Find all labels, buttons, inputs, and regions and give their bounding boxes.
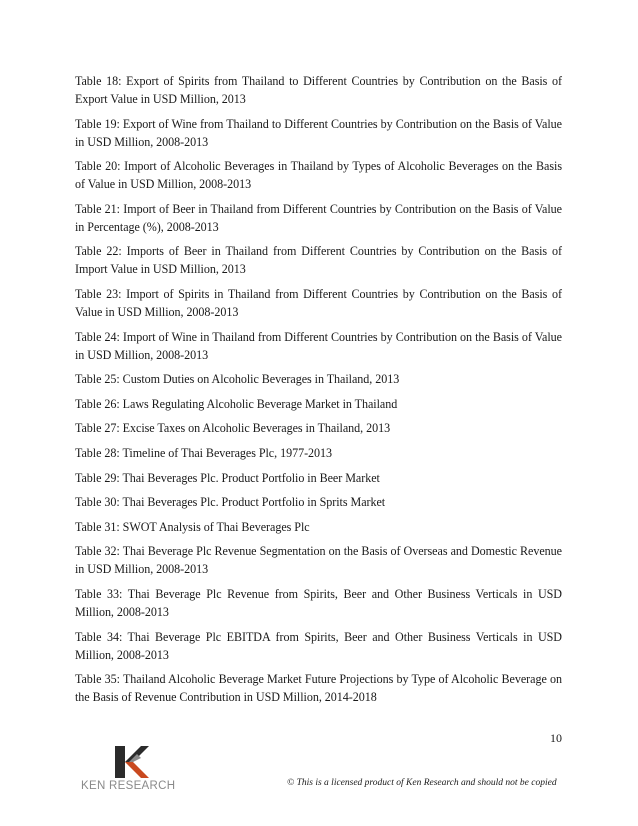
table-entry-23: Table 23: Import of Spirits in Thailand from Different Countries by Contribution on the Basis of Value in USD Million, 2008-2013	[75, 286, 562, 319]
copyright-notice: © This is a licensed product of Ken Research and should not be copied	[287, 778, 557, 788]
table-entry-20: Table 20: Import of Alcoholic Beverages in Thailand by Types of Alcoholic Beverages on the Basis of Value in USD Million, 2008-2013	[75, 159, 562, 192]
table-entry-35: Table 35: Thailand Alcoholic Beverage Market Future Projections by Type of Alcoholic Beverage on the Basis of Revenue Contribution in USD Million, 2014-2018	[75, 672, 562, 705]
list-of-tables	[75, 72, 562, 713]
table-entry-29: Table 29: Thai Beverages Plc. Product Portfolio in Beer Market	[75, 470, 380, 485]
table-entry-31: Table 31: SWOT Analysis of Thai Beverages Plc	[75, 519, 310, 534]
table-entry-28: Table 28: Timeline of Thai Beverages Plc, 1977-2013	[75, 445, 333, 460]
table-entry-21: Table 21: Import of Beer in Thailand from Different Countries by Contribution on the Basis of Value in Percentage (%), 2008-2013	[75, 201, 562, 234]
logo-text: KEN RESEARCH	[81, 780, 176, 792]
table-entry-30: Table 30: Thai Beverages Plc. Product Portfolio in Sprits Market	[75, 495, 386, 510]
ken-research-logo-icon	[111, 744, 151, 780]
table-entry-26: Table 26: Laws Regulating Alcoholic Beverage Market in Thailand	[75, 396, 398, 411]
table-entry-18: Table 18: Export of Spirits from Thailand to Different Countries by Contribution on the Basis of Export Value in USD Million, 2013	[75, 74, 562, 106]
table-entry-19: Table 19: Export of Wine from Thailand to Different Countries by Contribution on the Basis of Value in USD Million, 2008-2013	[75, 116, 562, 149]
table-entry-33: Table 33: Thai Beverage Plc Revenue from Spirits, Beer and Other Business Verticals in USD Million, 2008-2013	[75, 586, 562, 619]
table-entry-24: Table 24: Import of Wine in Thailand from Different Countries by Contribution on the Basis of Value in USD Million, 2008-2013	[75, 329, 562, 362]
table-entry-22: Table 22: Imports of Beer in Thailand from Different Countries by Contribution on the Basis of Import Value in USD Million, 2013	[75, 244, 562, 277]
page-number: 10	[550, 731, 562, 745]
table-entry-27: Table 27: Excise Taxes on Alcoholic Beverages in Thailand, 2013	[75, 421, 391, 436]
table-entry-34: Table 34: Thai Beverage Plc EBITDA from Spirits, Beer and Other Business Verticals in USD Million, 2008-2013	[75, 629, 562, 662]
table-entry-32: Table 32: Thai Beverage Plc Revenue Segmentation on the Basis of Overseas and Domestic Revenue in USD Million, 2008-2013	[75, 544, 562, 577]
table-entry-25: Table 25: Custom Duties on Alcoholic Beverages in Thailand, 2013	[75, 372, 400, 387]
ken-research-logo	[81, 744, 181, 794]
